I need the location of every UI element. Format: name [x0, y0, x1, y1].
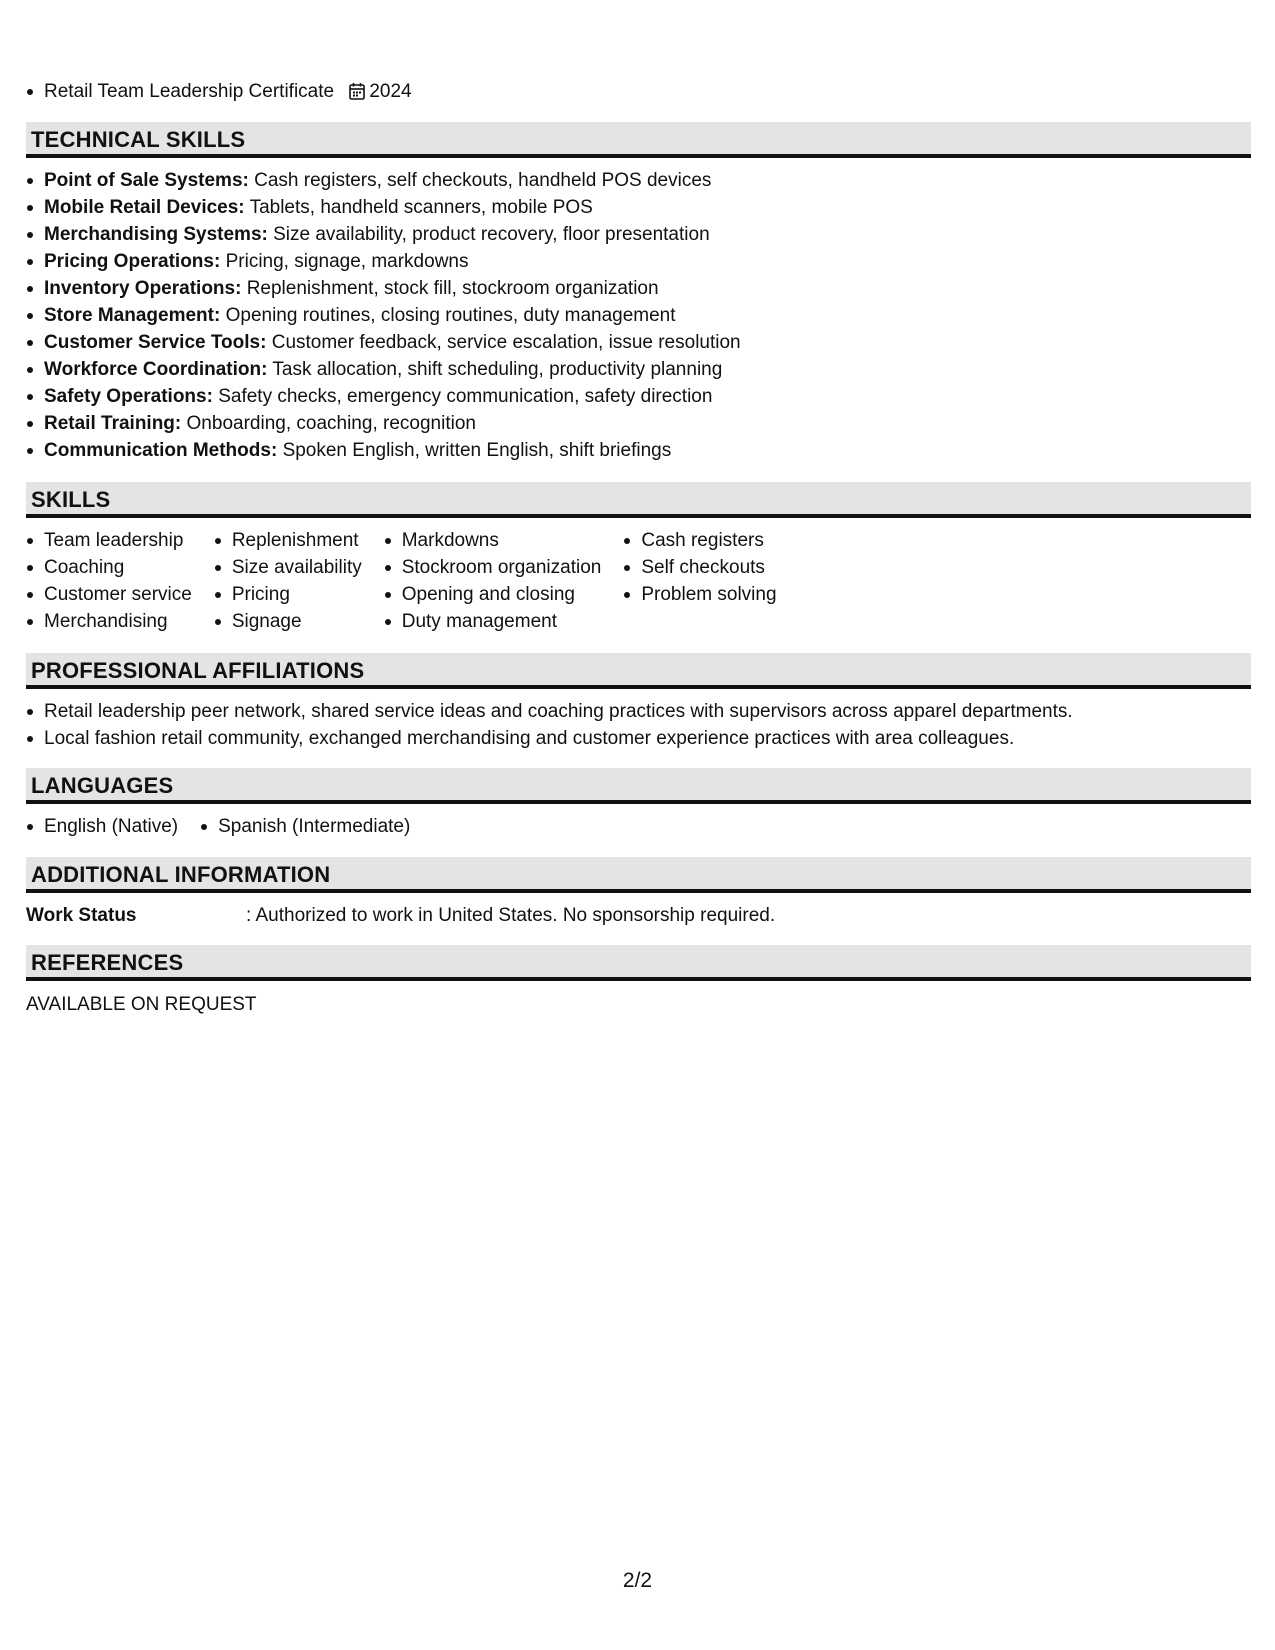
languages-column: [200, 813, 410, 840]
technical-skill-label: Communication Methods:: [44, 440, 278, 461]
skill-item: Customer service: [26, 581, 192, 608]
skills-grid: [26, 527, 799, 635]
certificate-name: Retail Team Leadership Certificate: [44, 81, 335, 102]
skill-item: Replenishment: [214, 527, 362, 554]
additional-info-title: ADDITIONAL INFORMATION: [31, 862, 331, 887]
technical-skill-item: [26, 221, 741, 248]
technical-skill-item: [26, 356, 741, 383]
page-number: 2/2: [622, 1569, 653, 1592]
skill-item: Opening and closing: [384, 581, 602, 608]
technical-skill-text: Onboarding, coaching, recognition: [186, 413, 476, 434]
affiliation-item: Retail leadership peer network, shared service ideas and coaching practices with supervisors across apparel departments.: [26, 698, 1073, 725]
affiliation-item: Local fashion retail community, exchanged merchandising and customer experience practices with area colleagues.: [26, 725, 1073, 752]
skills-header: [26, 482, 1251, 518]
technical-skill-item: [26, 248, 741, 275]
technical-skill-label: Retail Training:: [44, 413, 182, 434]
technical-skills-title: TECHNICAL SKILLS: [31, 127, 246, 152]
technical-skill-label: Merchandising Systems:: [44, 224, 268, 245]
skill-item: Coaching: [26, 554, 192, 581]
technical-skill-text: Safety checks, emergency communication, safety direction: [218, 386, 713, 407]
technical-skill-item: [26, 302, 741, 329]
languages-row: [26, 813, 432, 840]
references-title: REFERENCES: [31, 950, 184, 975]
technical-skill-label: Store Management:: [44, 305, 221, 326]
technical-skill-item: [26, 167, 741, 194]
language-item: Spanish (Intermediate): [200, 813, 410, 840]
technical-skill-label: Customer Service Tools:: [44, 332, 267, 353]
technical-skill-text: Size availability, product recovery, floor presentation: [273, 224, 710, 245]
technical-skill-text: Spoken English, written English, shift briefings: [282, 440, 672, 461]
language-item: English (Native): [26, 813, 178, 840]
skill-item: Cash registers: [623, 527, 776, 554]
technical-skill-text: Replenishment, stock fill, stockroom organization: [246, 278, 659, 299]
certificate-year: 2024: [369, 81, 412, 102]
additional-info-header: [26, 857, 1251, 893]
technical-skill-label: Point of Sale Systems:: [44, 170, 249, 191]
technical-skill-label: Workforce Coordination:: [44, 359, 268, 380]
technical-skill-label: Safety Operations:: [44, 386, 213, 407]
technical-skill-text: Pricing, signage, markdowns: [225, 251, 469, 272]
skills-column: [214, 527, 362, 635]
certifications-list: [26, 78, 412, 108]
references-text: AVAILABLE ON REQUEST: [26, 994, 257, 1015]
technical-skill-text: Tablets, handheld scanners, mobile POS: [249, 197, 593, 218]
skills-title: SKILLS: [31, 487, 111, 512]
calendar-icon: [349, 81, 365, 108]
technical-skill-text: Task allocation, shift scheduling, productivity planning: [272, 359, 723, 380]
skill-item: Problem solving: [623, 581, 776, 608]
skill-item: Merchandising: [26, 608, 192, 635]
skill-item: Signage: [214, 608, 362, 635]
skills-column: [623, 527, 776, 635]
skill-item: Size availability: [214, 554, 362, 581]
technical-skill-item: [26, 275, 741, 302]
technical-skill-text: Cash registers, self checkouts, handheld POS devices: [254, 170, 712, 191]
technical-skill-item: [26, 329, 741, 356]
affiliations-list: [26, 698, 1073, 752]
technical-skills-header: [26, 122, 1251, 158]
technical-skill-label: Inventory Operations:: [44, 278, 242, 299]
languages-column: [26, 813, 178, 840]
skill-item: Pricing: [214, 581, 362, 608]
technical-skill-text: Customer feedback, service escalation, issue resolution: [271, 332, 741, 353]
skill-item: Stockroom organization: [384, 554, 602, 581]
technical-skill-item: [26, 437, 741, 464]
technical-skills-list: [26, 167, 741, 464]
skill-item: Team leadership: [26, 527, 192, 554]
work-status-label: Work Status: [26, 905, 137, 926]
affiliations-header: [26, 653, 1251, 689]
skill-item: Self checkouts: [623, 554, 776, 581]
skills-column: [26, 527, 192, 635]
skill-item: Markdowns: [384, 527, 602, 554]
languages-title: LANGUAGES: [31, 773, 174, 798]
technical-skill-item: [26, 383, 741, 410]
technical-skill-item: [26, 194, 741, 221]
technical-skill-text: Opening routines, closing routines, duty management: [225, 305, 676, 326]
certificate-item: [26, 78, 412, 108]
affiliations-title: PROFESSIONAL AFFILIATIONS: [31, 658, 365, 683]
work-status-value: : Authorized to work in United States. No sponsorship required.: [246, 905, 776, 926]
references-header: [26, 945, 1251, 981]
technical-skill-label: Mobile Retail Devices:: [44, 197, 245, 218]
technical-skill-item: [26, 410, 741, 437]
technical-skill-label: Pricing Operations:: [44, 251, 221, 272]
languages-header: [26, 768, 1251, 804]
skill-item: Duty management: [384, 608, 602, 635]
skills-column: [384, 527, 602, 635]
